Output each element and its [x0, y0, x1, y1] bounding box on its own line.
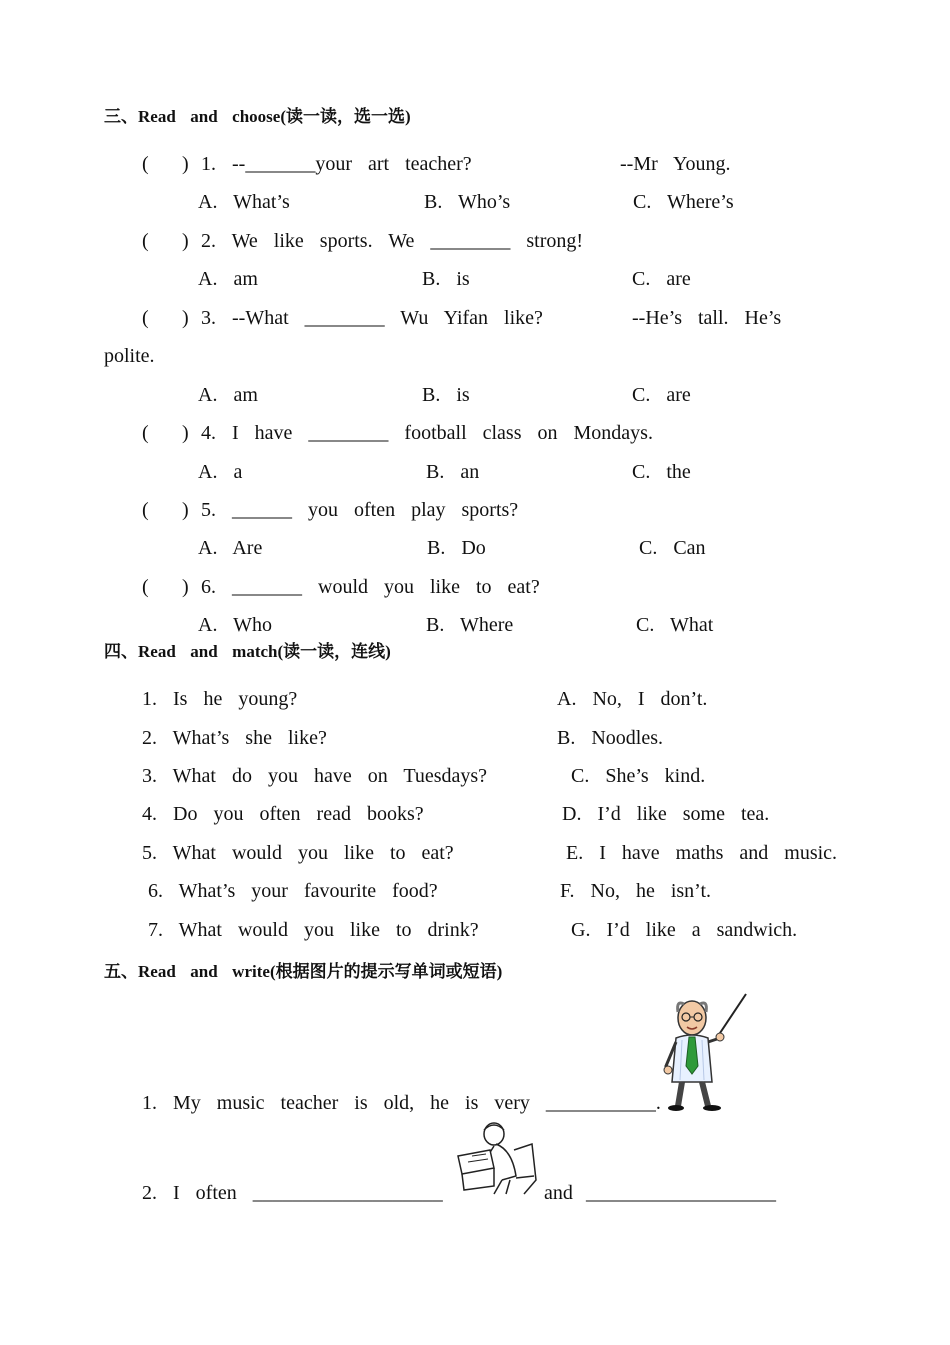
- match-left-3: 3. What do you have on Tuesdays?: [142, 765, 488, 787]
- section5-heading: 五、Read and write(根据图片的提示写单词或短语): [104, 962, 503, 981]
- q5-stem: 5. ______ you often play sports?: [201, 499, 519, 521]
- match-right-d: D. I’d like some tea.: [562, 803, 770, 825]
- q5-option-a: A. Are: [198, 537, 263, 559]
- q1-option-c: C. Where’s: [633, 191, 734, 213]
- match-left-4: 4. Do you often read books?: [142, 803, 424, 825]
- q2-option-a: A. am: [198, 268, 258, 290]
- match-right-e: E. I have maths and music.: [566, 842, 838, 864]
- q1-option-a: A. What’s: [198, 191, 290, 213]
- match-right-g: G. I’d like a sandwich.: [571, 919, 798, 941]
- person-reading-book-icon: [454, 1120, 540, 1196]
- q3-option-a: A. am: [198, 384, 258, 406]
- write-item-2-blank: ___________________: [586, 1182, 776, 1204]
- q6-stem: 6. _______ would you like to eat?: [201, 576, 540, 598]
- q2-paren-open: (: [142, 230, 149, 252]
- match-right-c: C. She’s kind.: [571, 765, 706, 787]
- q2-paren-close: ): [182, 230, 189, 252]
- q5-option-c: C. Can: [639, 537, 706, 559]
- write-item-2-start: 2. I often ___________________: [142, 1182, 443, 1204]
- q5-option-b: B. Do: [427, 537, 486, 559]
- q1-option-b: B. Who’s: [424, 191, 511, 213]
- q3-paren-open: (: [142, 307, 149, 329]
- q3-paren-close: ): [182, 307, 189, 329]
- q6-option-b: B. Where: [426, 614, 514, 636]
- write-item-1: 1. My music teacher is old, he is very ___________.: [142, 1092, 661, 1114]
- q5-paren-close: ): [182, 499, 189, 521]
- q4-option-a: A. a: [198, 461, 243, 483]
- q4-stem: 4. I have ________ football class on Mondays.: [201, 422, 653, 444]
- q4-paren-open: (: [142, 422, 149, 444]
- q1-paren-open: (: [142, 153, 149, 175]
- match-right-a: A. No, I don’t.: [557, 688, 708, 710]
- q4-paren-close: ): [182, 422, 189, 444]
- match-left-6: 6. What’s your favourite food?: [148, 880, 438, 902]
- match-left-1: 1. Is he young?: [142, 688, 298, 710]
- match-left-7: 7. What would you like to drink?: [148, 919, 479, 941]
- q2-option-b: B. is: [422, 268, 470, 290]
- teacher-with-pointer-icon: [658, 990, 750, 1112]
- section4-heading: 四、Read and match(读一读，连线): [104, 642, 391, 661]
- write-item-2-and: and: [544, 1182, 573, 1204]
- q6-paren-open: (: [142, 576, 149, 598]
- q3-stem: 3. --What ________ Wu Yifan like?: [201, 307, 543, 329]
- match-left-5: 5. What would you like to eat?: [142, 842, 454, 864]
- q3-option-b: B. is: [422, 384, 470, 406]
- q3-answer: --He’s tall. He’s: [632, 307, 782, 329]
- q1-paren-close: ): [182, 153, 189, 175]
- q5-paren-open: (: [142, 499, 149, 521]
- q3-option-c: C. are: [632, 384, 691, 406]
- q3-continuation: polite.: [104, 345, 155, 367]
- q1-stem: 1. --_______your art teacher?: [201, 153, 472, 175]
- match-left-2: 2. What’s she like?: [142, 727, 327, 749]
- q4-option-b: B. an: [426, 461, 480, 483]
- q4-option-c: C. the: [632, 461, 691, 483]
- q2-stem: 2. We like sports. We ________ strong!: [201, 230, 584, 252]
- q2-option-c: C. are: [632, 268, 691, 290]
- q1-answer: --Mr Young.: [620, 153, 731, 175]
- match-right-b: B. Noodles.: [557, 727, 663, 749]
- match-right-f: F. No, he isn’t.: [560, 880, 712, 902]
- section3-heading: 三、Read and choose(读一读，选一选): [104, 107, 411, 126]
- q6-option-c: C. What: [636, 614, 714, 636]
- q6-paren-close: ): [182, 576, 189, 598]
- q6-option-a: A. Who: [198, 614, 272, 636]
